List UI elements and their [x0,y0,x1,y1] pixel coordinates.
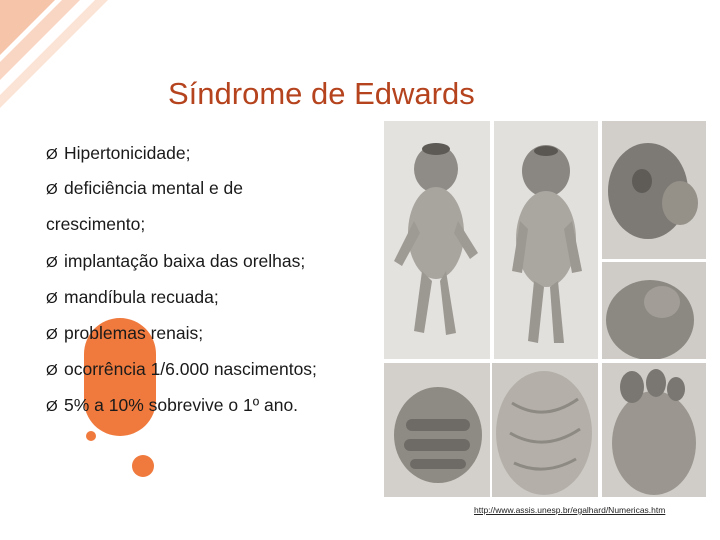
credit-link[interactable]: http://www.assis.unesp.br/egalhard/Numericas.htm [474,505,666,515]
arrow-bullet-icon: Ø [46,146,58,163]
photo-sole-of-foot [492,363,598,497]
bullet-renais: Ø problemas renais; [46,323,204,343]
bullet-orelhas: Ø implantação baixa das orelhas; [46,251,306,271]
arrow-bullet-icon: Ø [46,398,58,415]
decorative-circle-small [86,431,96,441]
arrow-bullet-icon: Ø [46,290,58,307]
arrow-bullet-icon: Ø [46,254,58,271]
bullet-sobrevive: Ø 5% a 10% sobrevive o 1º ano. [46,395,299,415]
arrow-bullet-icon: Ø [46,181,58,198]
photo-head-profile-2 [602,262,706,359]
bullet-deficiencia: Ø deficiência mental e de [46,178,243,198]
bullet-hipertonicidade: Ø Hipertonicidade; [46,143,191,163]
bullet-mandibula: Ø mandíbula recuada; [46,287,219,307]
slide-title: Síndrome de Edwards [168,76,475,111]
arrow-bullet-icon: Ø [46,362,58,379]
photo-infant-full-body-2 [494,121,598,359]
photo-foot-toes [602,363,706,497]
photo-head-profile-1 [602,121,706,259]
decorative-circle-medium [132,455,154,477]
bullet-ocorrencia: Ø ocorrência 1/6.000 nascimentos; [46,359,317,379]
arrow-bullet-icon: Ø [46,326,58,343]
bullet-crescimento: crescimento; [46,214,146,234]
photo-clenched-hand [384,363,490,497]
photo-infant-full-body-1 [384,121,490,359]
